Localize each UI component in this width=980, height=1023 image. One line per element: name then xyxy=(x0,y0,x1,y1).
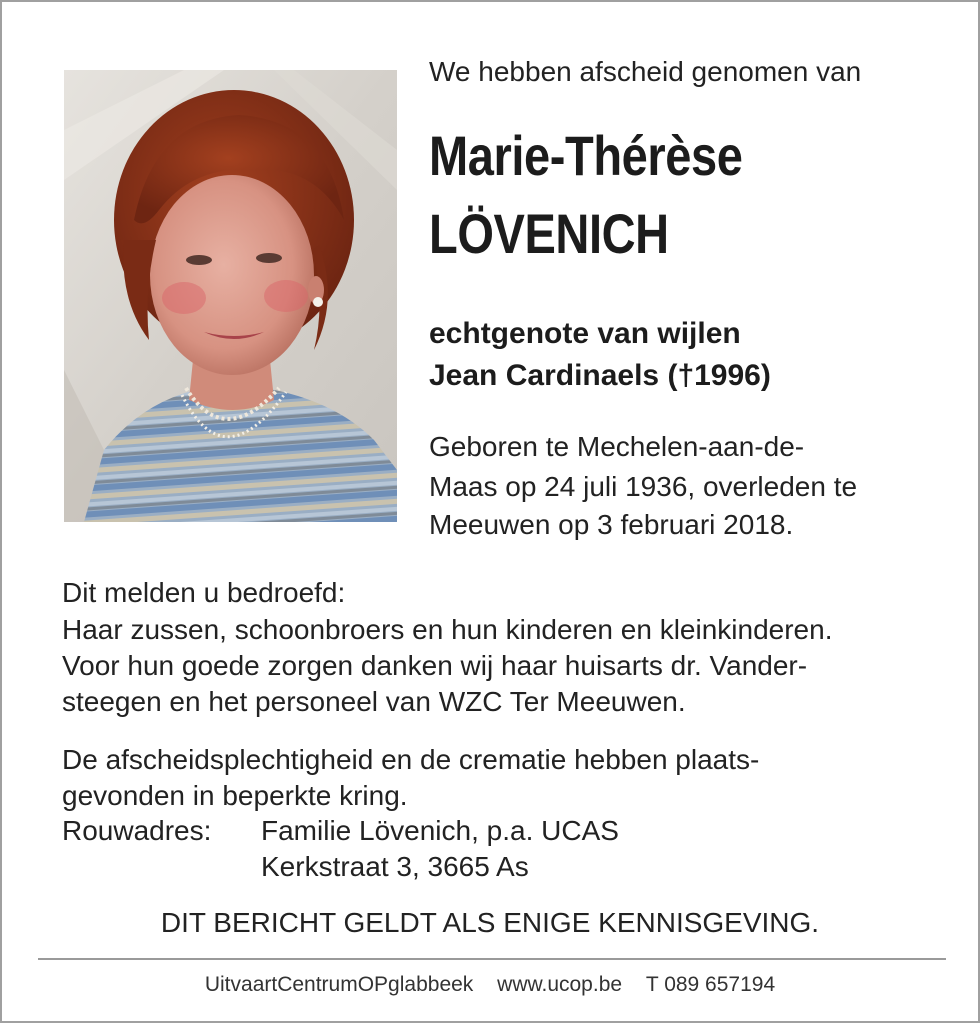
body-line-2: Haar zussen, schoonbroers en hun kinderen en kleinkinderen. xyxy=(62,614,833,645)
portrait-image xyxy=(64,70,397,522)
footer-website-link[interactable]: www.ucop.be xyxy=(497,973,623,996)
deceased-first-name: Marie-Thérèse xyxy=(429,124,743,187)
address-label: Rouwadres: xyxy=(62,815,212,846)
address-line-2: Kerkstraat 3, 3665 As xyxy=(261,851,529,882)
portrait-photo xyxy=(64,70,397,522)
body-line-4: steegen en het personeel van WZC Ter Meeuwen. xyxy=(62,686,686,717)
deceased-last-name: LÖVENICH xyxy=(429,202,669,265)
relation-line-2: Jean Cardinaels (†1996) xyxy=(429,359,771,392)
body-line-6: gevonden in beperkte kring. xyxy=(62,780,408,811)
footer-divider xyxy=(38,958,946,960)
relation-line-1: echtgenote van wijlen xyxy=(429,317,741,350)
intro-text: We hebben afscheid genomen van xyxy=(429,56,862,87)
body-line-3: Voor hun goede zorgen danken wij haar huisarts dr. Vander- xyxy=(62,650,808,681)
body-line-1: Dit melden u bedroefd: xyxy=(62,577,346,608)
address-line-1: Familie Lövenich, p.a. UCAS xyxy=(261,815,619,846)
footer-company: UitvaartCentrumOPglabbeek xyxy=(204,973,474,996)
birth-line-1: Geboren te Mechelen-aan-de- xyxy=(429,431,805,462)
notice-text: DIT BERICHT GELDT ALS ENIGE KENNISGEVING. xyxy=(160,907,820,938)
footer xyxy=(2,971,978,999)
body-line-5: De afscheidsplechtigheid en de crematie hebben plaats- xyxy=(62,744,760,775)
birth-line-3: Meeuwen op 3 februari 2018. xyxy=(429,509,794,540)
footer-phone: T 089 657194 xyxy=(645,973,776,996)
birth-line-2: Maas op 24 juli 1936, overleden te xyxy=(429,471,858,502)
